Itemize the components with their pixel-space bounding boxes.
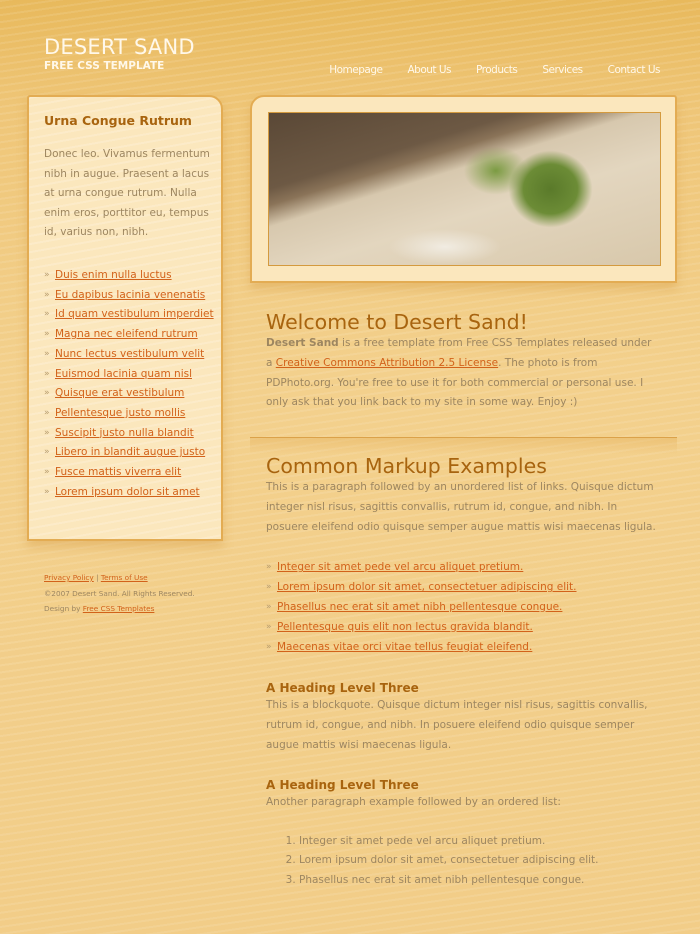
sidebar-box — [27, 95, 223, 541]
markup-link-list — [266, 558, 656, 657]
free-css-templates-link[interactable]: Free CSS Templates — [82, 604, 155, 613]
markup-heading: Common Markup Examples — [266, 454, 547, 478]
list-item — [44, 365, 214, 385]
list-item — [266, 618, 656, 638]
footer — [44, 570, 195, 617]
markup-link[interactable]: Integer sit amet pede vel arcu aliquet pretium. — [277, 561, 524, 574]
footer-links — [44, 570, 195, 586]
brand-name: Desert Sand — [266, 337, 339, 349]
bullet-icon: » — [266, 582, 272, 593]
header-photo-frame — [250, 95, 677, 283]
design-by-label: Design by — [44, 604, 83, 613]
main-nav — [329, 64, 660, 76]
ordered-list-item: 1. Integer sit amet pede vel arcu aliquet pretium. — [299, 832, 656, 852]
sidebar-link[interactable]: Libero in blandit augue justo — [55, 446, 206, 459]
list-item — [44, 384, 214, 404]
bullet-icon: » — [44, 388, 50, 399]
terms-of-use-link[interactable]: Terms of Use — [100, 573, 148, 582]
bullet-icon: » — [44, 427, 50, 438]
privacy-policy-link[interactable]: Privacy Policy — [44, 573, 94, 582]
list-item — [266, 578, 656, 598]
divider-shadow — [250, 438, 677, 454]
ordered-list — [266, 832, 656, 891]
list-item — [44, 424, 214, 444]
site-title: DESERT SAND — [44, 35, 195, 59]
license-link[interactable]: Creative Commons Attribution 2.5 License — [275, 356, 499, 369]
bullet-icon: » — [44, 467, 50, 478]
nav-homepage[interactable]: Homepage — [329, 64, 383, 76]
bullet-icon: » — [44, 368, 50, 379]
copyright: ©2007 Desert Sand. All Rights Reserved. — [44, 588, 195, 598]
list-item — [266, 598, 656, 618]
list-item — [44, 305, 214, 325]
markup-paragraph: This is a paragraph followed by an unordered list of links. Quisque dictum integer nisl risus, sagittis convallis, rutrum id, congue, and nibh. In posuere eleifend odio quisque semper augue mattis wisi maecenas ligula. — [266, 481, 656, 533]
sidebar-link-list — [44, 266, 214, 502]
site-tagline: FREE CSS TEMPLATE — [44, 60, 165, 72]
footer-separator: | — [96, 573, 99, 582]
sidebar-link[interactable]: Suscipit justo nulla blandit — [55, 426, 194, 439]
bullet-icon: » — [44, 348, 50, 359]
sidebar-link[interactable]: Pellentesque justo mollis — [55, 406, 186, 419]
sidebar-link[interactable]: Magna nec eleifend rutrum — [55, 328, 198, 341]
welcome-text-1: is a free template from Free CSS Templates released under a — [266, 337, 652, 369]
sidebar-link[interactable]: Quisque erat vestibulum — [55, 387, 185, 400]
heading-level-three-b: A Heading Level Three — [266, 777, 419, 792]
sidebar-link[interactable]: Lorem ipsum dolor sit amet — [55, 485, 200, 498]
list-item — [44, 463, 214, 483]
sidebar-intro: Donec leo. Vivamus fermentum nibh in augue. Praesent a lacus at urna congue rutrum. Nulla enim eros, porttitor eu, tempus id, varius non, nibh. — [44, 148, 210, 239]
bullet-icon: » — [44, 309, 50, 320]
ordered-list-intro: Another paragraph example followed by an ordered list: — [266, 795, 561, 808]
sidebar-link[interactable]: Id quam vestibulum imperdiet — [55, 308, 214, 321]
sidebar-link[interactable]: Eu dapibus lacinia venenatis — [55, 288, 206, 301]
ordered-list-item: 2. Lorem ipsum dolor sit amet, consectetuer adipiscing elit. — [299, 851, 656, 871]
welcome-heading: Welcome to Desert Sand! — [266, 310, 528, 334]
desert-photo — [268, 112, 661, 266]
list-item — [44, 325, 214, 345]
markup-link[interactable]: Phasellus nec erat sit amet nibh pellentesque congue. — [277, 600, 563, 613]
nav-services[interactable]: Services — [542, 64, 583, 76]
markup-section — [266, 454, 656, 891]
bullet-icon: » — [44, 270, 50, 280]
bullet-icon: » — [266, 601, 272, 612]
blockquote: This is a blockquote. Quisque dictum integer nisl risus, sagittis convallis, rutrum id, congue, and nibh. In posuere eleifend odio quisque semper augue mattis wisi maecenas ligula. — [266, 699, 648, 751]
nav-contact-us[interactable]: Contact Us — [607, 64, 660, 76]
bullet-icon: » — [266, 621, 272, 632]
sidebar-link[interactable]: Fusce mattis viverra elit — [55, 466, 182, 479]
list-item — [266, 638, 656, 658]
list-item — [44, 345, 214, 365]
list-item — [44, 286, 214, 306]
markup-link[interactable]: Lorem ipsum dolor sit amet, consectetuer adipiscing elit. — [277, 581, 577, 594]
list-item — [44, 266, 214, 286]
bullet-icon: » — [266, 641, 272, 652]
welcome-paragraph — [266, 334, 656, 413]
list-item — [44, 404, 214, 424]
bullet-icon: » — [44, 486, 50, 497]
site-logo[interactable] — [44, 35, 195, 72]
welcome-section — [266, 310, 656, 413]
markup-link[interactable]: Maecenas vitae orci vitae tellus feugiat eleifend. — [277, 640, 533, 653]
ordered-list-item: 3. Phasellus nec erat sit amet nibh pellentesque congue. — [299, 871, 656, 891]
design-credit — [44, 601, 195, 617]
sidebar-link[interactable]: Duis enim nulla luctus — [55, 269, 172, 281]
nav-products[interactable]: Products — [476, 64, 518, 76]
bullet-icon: » — [44, 289, 50, 300]
bullet-icon: » — [44, 447, 50, 458]
list-item — [44, 443, 214, 463]
welcome-text-2: . The photo is from PDPhoto.org. You're free to use it for both commercial or personal use. I only ask that you link back to my site in some way. Enjoy :) — [266, 356, 644, 409]
heading-level-three-a: A Heading Level Three — [266, 681, 419, 696]
bullet-icon: » — [266, 562, 272, 573]
sidebar-link[interactable]: Nunc lectus vestibulum velit — [55, 347, 205, 360]
bullet-icon: » — [44, 329, 50, 340]
list-item — [44, 483, 214, 503]
bullet-icon: » — [44, 407, 50, 418]
sidebar-heading: Urna Congue Rutrum — [44, 113, 192, 128]
sidebar-link[interactable]: Euismod lacinia quam nisl — [55, 367, 192, 380]
markup-link[interactable]: Pellentesque quis elit non lectus gravida blandit. — [277, 620, 533, 633]
nav-about-us[interactable]: About Us — [407, 64, 452, 76]
list-item — [266, 558, 656, 578]
